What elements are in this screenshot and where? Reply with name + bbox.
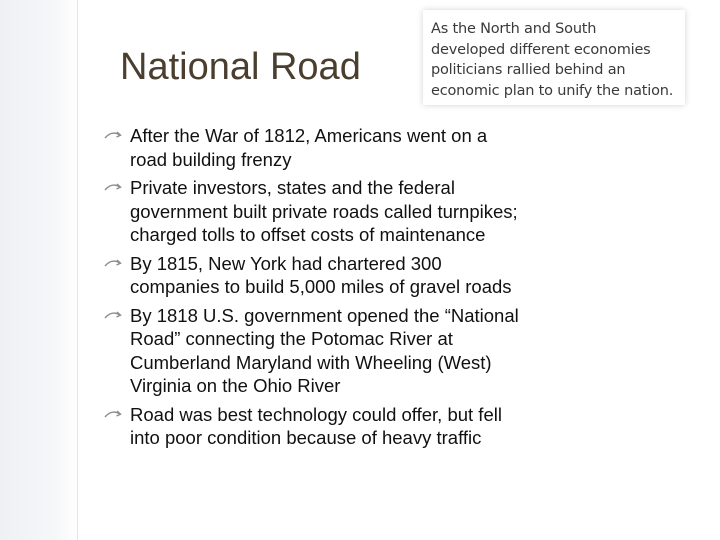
bullet-text-line: By 1815, New York had chartered 300 <box>130 252 442 274</box>
callout-line: developed different economies <box>431 41 651 58</box>
bullet-item <box>104 304 574 398</box>
bullet-text-line: government built private roads called turnpikes; <box>130 200 518 222</box>
bullet-text-line: companies to build 5,000 miles of gravel roads <box>130 276 512 297</box>
bullet-text-line: into poor condition because of heavy traffic <box>130 427 482 448</box>
slide-title: National Road <box>120 46 361 88</box>
bullet-text-line: Cumberland Maryland with Wheeling (West) <box>130 351 492 373</box>
callout-line: As the North and South <box>431 21 597 37</box>
bullet-text-line: Road” connecting the Potomac River at <box>130 328 453 349</box>
curved-arrow-bullet-icon <box>104 129 122 141</box>
curved-arrow-bullet-icon <box>104 309 122 321</box>
curved-arrow-bullet-icon <box>104 181 122 193</box>
curved-arrow-bullet-icon <box>104 408 122 420</box>
bullet-text-line: Virginia on the Ohio River <box>130 375 341 396</box>
callout-box <box>423 10 685 105</box>
bullet-text-line: By 1818 U.S. government opened the “National <box>130 304 519 326</box>
left-decorative-strip <box>0 0 78 540</box>
bullet-item <box>104 176 574 247</box>
bullet-item <box>104 403 574 450</box>
bullet-item <box>104 252 574 299</box>
bullet-text-line: road building frenzy <box>130 148 292 170</box>
callout-line: economic plan to unify the nation. <box>431 82 674 99</box>
curved-arrow-bullet-icon <box>104 257 122 269</box>
bullet-item <box>104 124 574 171</box>
bullet-text-line: Road was best technology could offer, but fell <box>130 403 502 425</box>
callout-line: politicians rallied behind an <box>431 62 626 78</box>
bullet-text-line: Private investors, states and the federal <box>130 177 455 198</box>
bullet-list <box>104 124 574 455</box>
bullet-text-line: After the War of 1812, Americans went on a <box>130 125 488 146</box>
bullet-text-line: charged tolls to offset costs of maintenance <box>130 224 486 245</box>
